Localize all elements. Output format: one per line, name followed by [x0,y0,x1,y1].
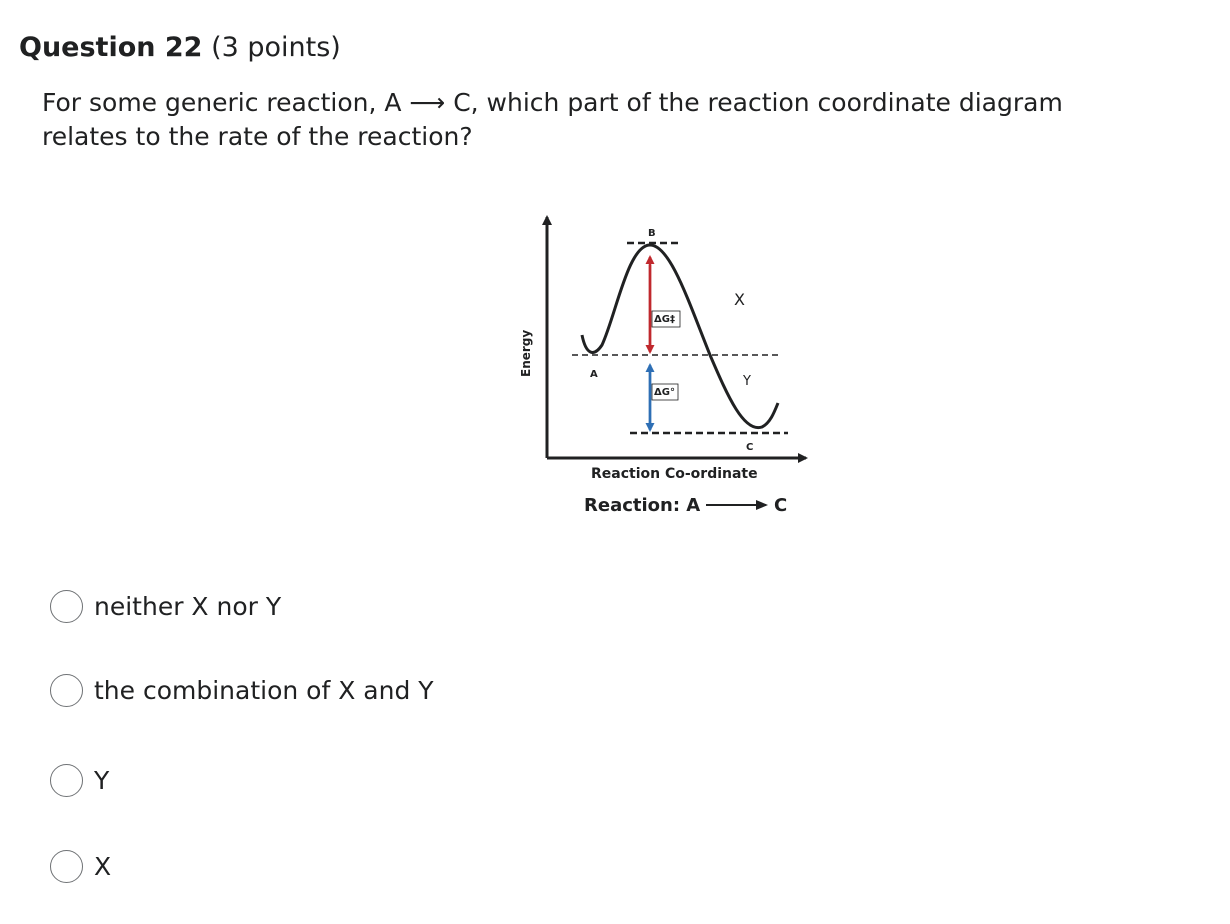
radio-button[interactable] [50,674,83,707]
reaction-caption-product: C [774,495,788,516]
radio-button[interactable] [50,764,83,797]
answer-option-y[interactable] [50,762,109,798]
question-heading [19,30,341,66]
question-prompt: For some generic reaction, A ⟶ C, which part of the reaction coordinate diagram relates to the rate of the reaction? [42,88,1063,151]
reaction-coordinate-diagram [510,205,820,530]
answer-label: the combination of X and Y [94,675,434,705]
answer-label: neither X nor Y [94,591,282,621]
radio-button[interactable] [50,590,83,623]
activation-energy-label: ΔG‡ [654,314,675,325]
question-points: (3 points) [211,32,341,63]
reaction-energy-label: ΔG° [654,387,675,398]
point-b-label: B [648,228,656,239]
answer-label: X [94,851,112,881]
y-axis-label: Energy [519,329,533,377]
x-axis-label: Reaction Co-ordinate [591,466,758,482]
reaction-caption: Reaction: A [584,495,701,516]
region-y-label: Y [743,374,751,389]
radio-button[interactable] [50,850,83,883]
region-x-label: X [734,290,745,309]
answer-option-combination[interactable] [50,672,434,708]
point-a-label: A [590,369,598,380]
reaction-diagram-svg [510,205,820,530]
question-number: Question 22 [19,32,203,63]
answer-option-x[interactable] [50,848,111,884]
energy-curve [582,245,778,428]
answer-option-neither[interactable] [50,588,281,624]
point-c-label: C [746,442,754,453]
answer-label: Y [94,765,110,795]
